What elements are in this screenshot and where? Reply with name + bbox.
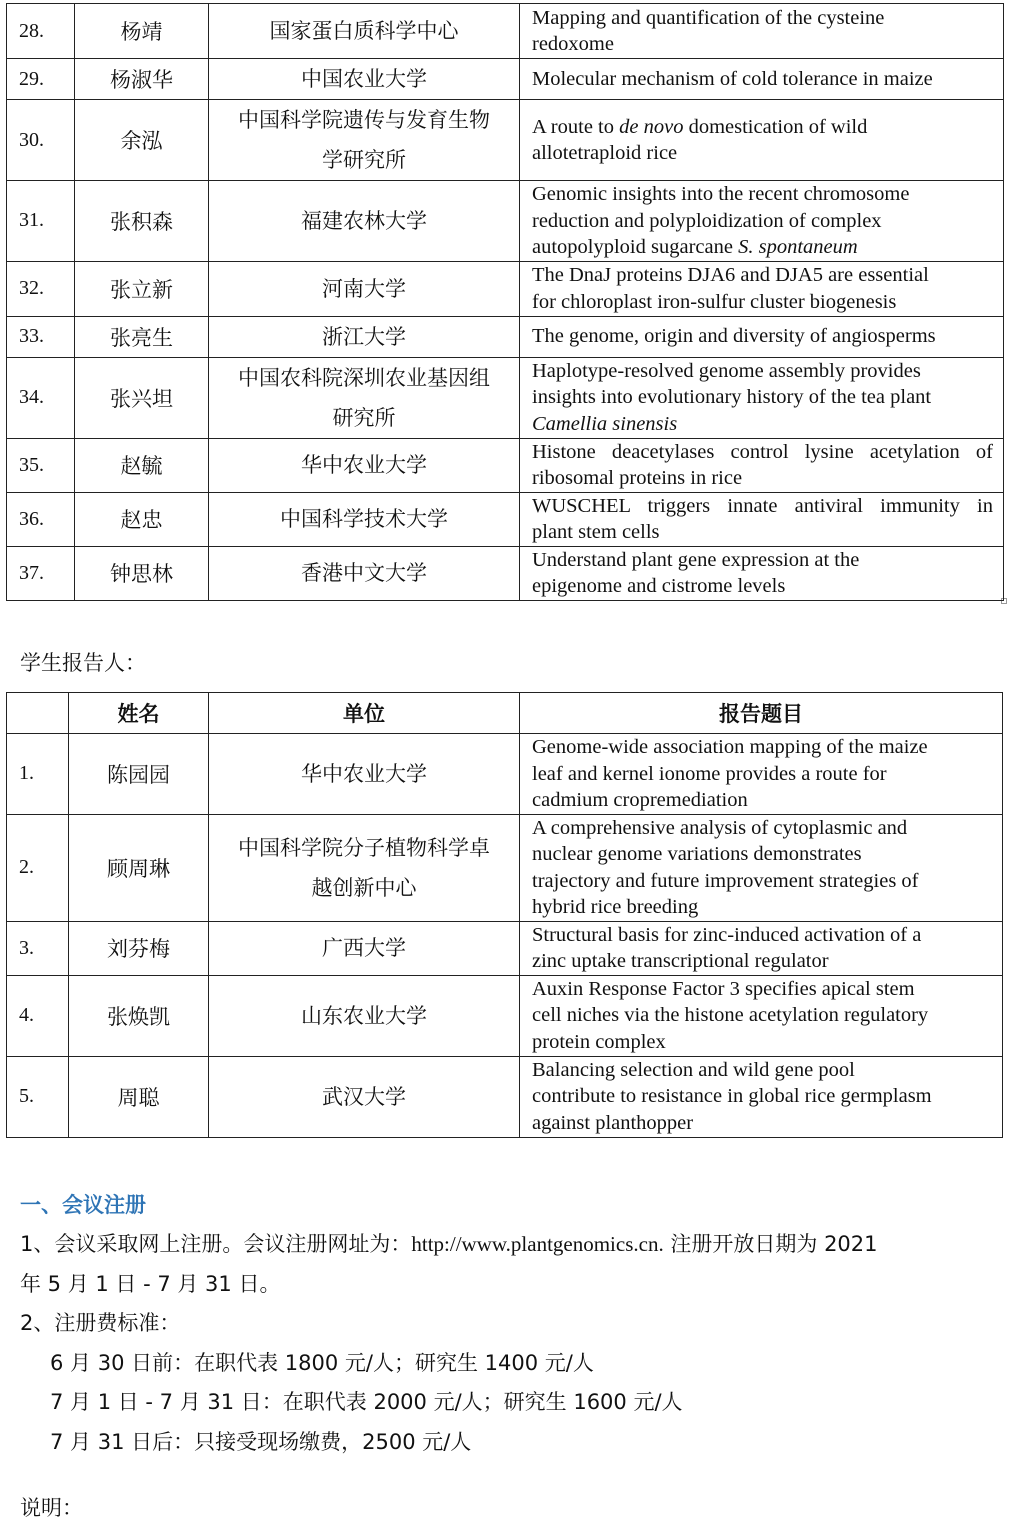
- student-speakers-label: 学生报告人：: [20, 651, 146, 675]
- student-affiliation: 华中农业大学: [209, 734, 520, 815]
- talk-title: [520, 1056, 1003, 1137]
- talk-title: [520, 4, 1004, 59]
- registration-line-1: [20, 1228, 878, 1258]
- speaker-name: 杨淑华: [75, 59, 209, 100]
- row-number: 3.: [7, 921, 69, 975]
- talk-title-line: A comprehensive analysis of cytoplasmic and: [532, 816, 908, 839]
- speaker-name: 钟思林: [75, 546, 209, 600]
- fee-july-1-31: 7 月 1 日 - 7 月 31 日：在职代表 2000 元/人；研究生 1600 元/人: [50, 1390, 683, 1414]
- speaker-name: 张立新: [75, 261, 209, 316]
- speaker-name: 余泓: [75, 100, 209, 181]
- row-number: 28.: [7, 4, 75, 59]
- talk-title-line: Understand plant gene expression at the: [532, 548, 860, 571]
- table-row: [7, 261, 1004, 316]
- speaker-affiliation: 华中农业大学: [209, 438, 520, 492]
- row-number: 34.: [7, 357, 75, 438]
- student-name: 张焕凯: [69, 975, 209, 1056]
- header-name: 姓名: [69, 693, 209, 734]
- talk-title-line: Haplotype-resolved genome assembly provides: [532, 359, 921, 382]
- talk-title-line: zinc uptake transcriptional regulator: [532, 950, 829, 972]
- talk-title-line: leaf and kernel ionome provides a route for: [532, 762, 887, 785]
- student-name: 顾周琳: [69, 814, 209, 921]
- row-number: 37.: [7, 546, 75, 600]
- registration-line-2: 年 5 月 1 日 - 7 月 31 日。: [20, 1272, 281, 1296]
- talk-title-line: contribute to resistance in global rice germplasm: [532, 1085, 932, 1108]
- fees-label: 2、注册费标准：: [20, 1311, 181, 1335]
- table-header-row: [7, 693, 1003, 734]
- speaker-name: 张兴坦: [75, 357, 209, 438]
- talk-title-line: insights into evolutionary history of the tea plant: [532, 386, 932, 409]
- talk-title-line: WUSCHEL triggers innate antiviral immunity in: [532, 494, 993, 517]
- talk-title: [520, 100, 1004, 181]
- registration-url-link[interactable]: http://www.plantgenomics.cn.: [411, 1232, 664, 1256]
- table-row: [7, 357, 1004, 438]
- talk-title-line: Mapping and quantification of the cysteine: [532, 6, 885, 29]
- table-row: [7, 4, 1004, 59]
- talk-title-line: [532, 114, 993, 141]
- talk-title: [520, 316, 1004, 357]
- speaker-affiliation: 国家蛋白质科学中心: [209, 4, 520, 59]
- fee-before-june-30: 6 月 30 日前：在职代表 1800 元/人；研究生 1400 元/人: [50, 1351, 594, 1375]
- speaker-affiliation: [209, 357, 520, 438]
- student-name: 刘芬梅: [69, 921, 209, 975]
- talk-title: [520, 546, 1004, 600]
- registration-intro-text: 1、会议采取网上注册。会议注册网址为：: [20, 1232, 412, 1256]
- talk-title-text: A route to: [532, 115, 620, 138]
- affiliation-line: 中国科学院分子植物科学卓: [238, 835, 490, 860]
- row-number: 32.: [7, 261, 75, 316]
- table-row: [7, 975, 1003, 1056]
- student-speaker-table: [6, 692, 1003, 1138]
- talk-title-line: trajectory and future improvement strategies of: [532, 869, 919, 892]
- table-row: [7, 734, 1003, 815]
- row-number: 4.: [7, 975, 69, 1056]
- talk-title: [520, 261, 1004, 316]
- talk-title: [520, 59, 1004, 100]
- speaker-table: [6, 3, 1004, 601]
- table-row: [7, 59, 1004, 100]
- affiliation-line: 越创新中心: [311, 875, 417, 900]
- talk-title-italic: Camellia sinensis: [532, 412, 678, 435]
- speaker-affiliation: 中国科学技术大学: [209, 492, 520, 546]
- speaker-name: 杨靖: [75, 4, 209, 59]
- talk-title-line: Genomic insights into the recent chromosome: [532, 183, 910, 205]
- speaker-name: 赵忠: [75, 492, 209, 546]
- talk-title-line: allotetraploid rice: [532, 142, 678, 164]
- talk-title-line: epigenome and cistrome levels: [532, 575, 786, 597]
- talk-title-line: Balancing selection and wild gene pool: [532, 1058, 855, 1081]
- row-number: 35.: [7, 438, 75, 492]
- talk-title: [520, 438, 1004, 492]
- header-talk-title: 报告题目: [520, 693, 1003, 734]
- table-row: [7, 438, 1004, 492]
- row-number: 29.: [7, 59, 75, 100]
- student-name: 周聪: [69, 1056, 209, 1137]
- row-number: 31.: [7, 181, 75, 262]
- fee-after-july-31: 7 月 31 日后：只接受现场缴费，2500 元/人: [50, 1430, 472, 1454]
- talk-title-line: cell niches via the histone acetylation regulatory: [532, 1004, 929, 1027]
- registration-open-date-text: 注册开放日期为 2021: [663, 1232, 878, 1256]
- talk-title-line: [532, 234, 993, 261]
- talk-title-italic: S. spontaneum: [738, 236, 858, 258]
- table-row: [7, 921, 1003, 975]
- talk-title-line: Auxin Response Factor 3 specifies apical stem: [532, 977, 915, 1000]
- table-row: [7, 492, 1004, 546]
- talk-title-line: nuclear genome variations demonstrates: [532, 843, 862, 865]
- talk-title-line: for chloroplast iron-sulfur cluster biogenesis: [532, 290, 897, 313]
- talk-title: [520, 492, 1004, 546]
- talk-title-line: ribosomal proteins in rice: [532, 467, 743, 489]
- talk-title: [520, 814, 1003, 921]
- talk-title-line: against planthopper: [532, 1111, 694, 1134]
- student-affiliation: 山东农业大学: [209, 975, 520, 1056]
- student-affiliation: 武汉大学: [209, 1056, 520, 1137]
- talk-title-text: domestication of wild: [683, 115, 868, 138]
- speaker-name: 张亮生: [75, 316, 209, 357]
- speaker-affiliation: 河南大学: [209, 261, 520, 316]
- registration-heading: 一、会议注册: [20, 1193, 146, 1217]
- table-row: [7, 316, 1004, 357]
- row-number: 30.: [7, 100, 75, 181]
- talk-title-line: plant stem cells: [532, 521, 660, 543]
- affiliation-line: 研究所: [332, 405, 396, 430]
- talk-title: [520, 357, 1004, 438]
- row-number: 5.: [7, 1056, 69, 1137]
- row-number: 36.: [7, 492, 75, 546]
- header-number: [7, 693, 69, 734]
- talk-title: [520, 921, 1003, 975]
- student-name: 陈园园: [69, 734, 209, 815]
- talk-title-line: redoxome: [532, 33, 614, 55]
- row-number: 1.: [7, 734, 69, 815]
- table-row: [7, 1056, 1003, 1137]
- table-row: [7, 546, 1004, 600]
- header-affiliation: 单位: [209, 693, 520, 734]
- talk-title-line: hybrid rice breeding: [532, 896, 699, 918]
- speaker-affiliation: 浙江大学: [209, 316, 520, 357]
- speaker-name: 赵毓: [75, 438, 209, 492]
- affiliation-line: 中国农科院深圳农业基因组: [238, 365, 490, 390]
- talk-title-line: The genome, origin and diversity of angiosperms: [532, 325, 936, 348]
- notes-label: 说明：: [20, 1496, 83, 1520]
- talk-title-line: protein complex: [532, 1030, 666, 1053]
- row-number: 2.: [7, 814, 69, 921]
- talk-title-line: Molecular mechanism of cold tolerance in maize: [532, 67, 933, 90]
- student-affiliation: [209, 814, 520, 921]
- row-number: 33.: [7, 316, 75, 357]
- table-row: [7, 100, 1004, 181]
- talk-title: [520, 734, 1003, 815]
- talk-title-line: Structural basis for zinc-induced activation of a: [532, 923, 922, 946]
- table-row: [7, 181, 1004, 262]
- talk-title-line: The DnaJ proteins DJA6 and DJA5 are essential: [532, 264, 929, 286]
- table-row: [7, 814, 1003, 921]
- talk-title-line: Genome-wide association mapping of the maize: [532, 736, 928, 758]
- talk-title-line: [532, 411, 993, 438]
- talk-title: [520, 975, 1003, 1056]
- speaker-affiliation: 中国农业大学: [209, 59, 520, 100]
- affiliation-line: 中国科学院遗传与发育生物: [238, 108, 490, 132]
- talk-title-text: autopolyploid sugarcane: [532, 236, 739, 258]
- speaker-name: 张积森: [75, 181, 209, 262]
- speaker-affiliation: [209, 100, 520, 181]
- student-affiliation: 广西大学: [209, 921, 520, 975]
- talk-title-line: reduction and polyploidization of complex: [532, 209, 882, 232]
- talk-title-italic: de novo: [619, 115, 684, 138]
- talk-title-line: cadmium cropremediation: [532, 789, 748, 811]
- talk-title: [520, 181, 1004, 262]
- speaker-affiliation: 福建农林大学: [209, 181, 520, 262]
- talk-title-line: Histone deacetylases control lysine acetylation of: [532, 440, 993, 463]
- speaker-affiliation: 香港中文大学: [209, 546, 520, 600]
- affiliation-line: 学研究所: [322, 148, 406, 172]
